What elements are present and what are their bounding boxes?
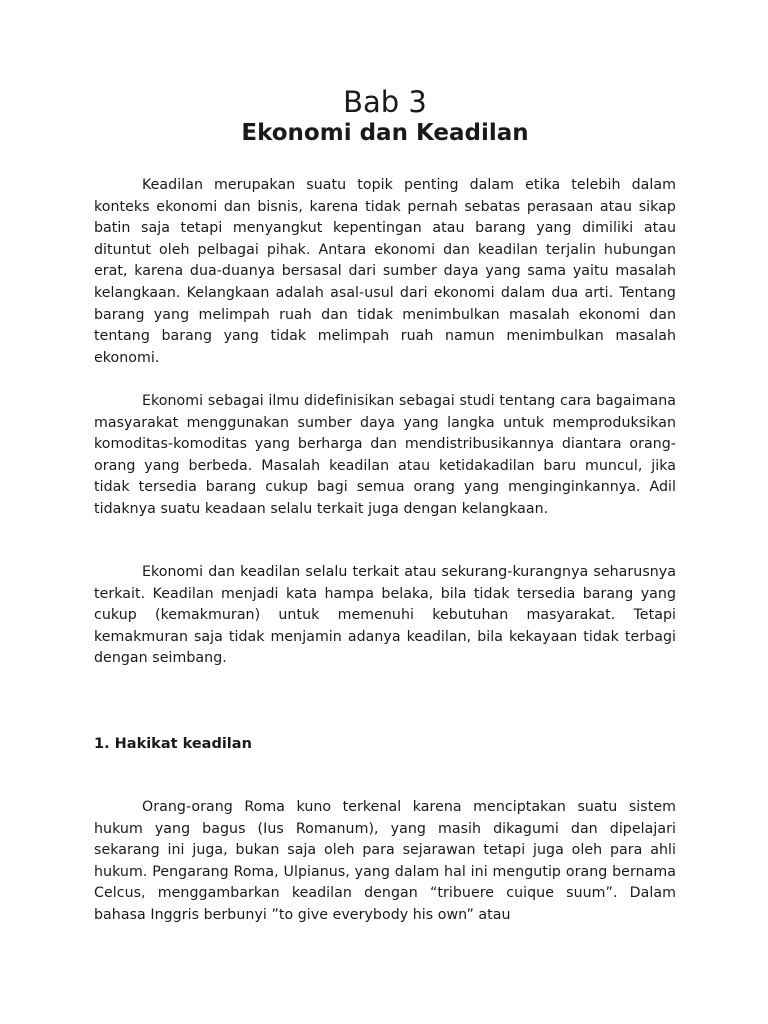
paragraph: Orang-orang Roma kuno terkenal karena menciptakan suatu sistem hukum yang bagus (Ius Romanum), yang masih dikagumi dan dipelajari sekarang ini juga, bukan saja oleh para sejarawan tetapi juga oleh para ahli hukum. Pengarang Roma, Ulpianus, yang dalam hal ini mengutip orang bernama Celcus, menggambarkan keadilan dengan “tribuere cuique suum”. Dalam bahasa Inggris berbunyi ”to give everybody his own” atau	[94, 799, 676, 923]
chapter-title: Ekonomi dan Keadilan	[241, 120, 529, 146]
chapter-number: Bab 3	[343, 85, 427, 119]
paragraph: Ekonomi dan keadilan selalu terkait atau sekurang-kurangnya seharusnya terkait. Keadilan menjadi kata hampa belaka, bila tidak tersedia barang yang cukup (kemakmuran) untuk memenuhi kebutuhan masyarakat. Tetapi kemakmuran saja tidak menjamin adanya keadilan, bila kekayaan tidak terbagi dengan seimbang.	[94, 564, 676, 667]
paragraph: Ekonomi sebagai ilmu didefinisikan sebagai studi tentang cara bagaimana masyarakat menggunakan sumber daya yang langka untuk memproduksikan komoditas-komoditas yang berharga dan mendistribusikannya diantara orang-orang yang berbeda. Masalah keadilan atau ketidakadilan baru muncul, jika tidak tersedia barang cukup bagi semua orang yang menginginkannya. Adil tidaknya suatu keadaan selalu terkait juga dengan kelangkaan.	[94, 393, 676, 517]
section-heading: 1. Hakikat keadilan	[94, 736, 252, 752]
paragraph: Keadilan merupakan suatu topik penting dalam etika telebih dalam konteks ekonomi dan bisnis, karena tidak pernah sebatas perasaan atau sikap batin saja tetapi menyangkut kepentingan atau barang yang dimiliki atau dituntut oleh pelbagai pihak. Antara ekonomi dan keadilan terjalin hubungan erat, karena dua-duanya bersasal dari sumber daya yang sama yaitu masalah kelangkaan. Kelangkaan adalah asal-usul dari ekonomi dalam dua arti. Tentang barang yang melimpah ruah dan tidak menimbulkan masalah ekonomi dan tentang barang yang tidak melimpah ruah namun menimbulkan masalah ekonomi.	[94, 177, 676, 366]
